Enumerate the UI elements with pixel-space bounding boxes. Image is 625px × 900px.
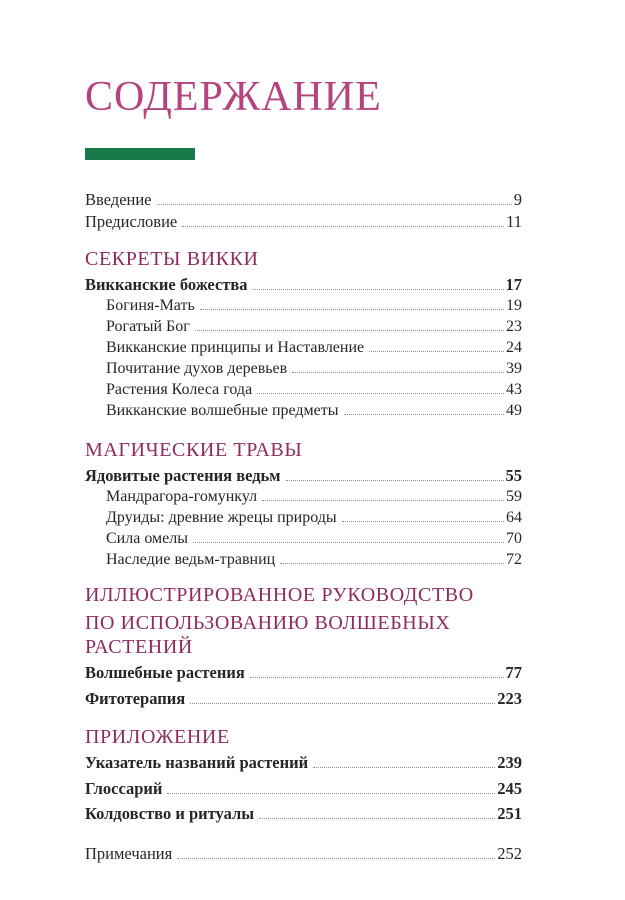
toc-entry bbox=[85, 779, 522, 805]
toc-entry-page-number: 223 bbox=[497, 688, 522, 708]
dotted-leader bbox=[195, 330, 504, 331]
toc-entry-page-number: 17 bbox=[505, 275, 522, 295]
toc-entry-label: Наследие ведьм-травниц bbox=[106, 551, 276, 569]
toc-entry bbox=[85, 753, 522, 779]
toc-entry bbox=[85, 297, 522, 318]
toc-entry-page-number: 55 bbox=[505, 466, 522, 486]
toc-entry bbox=[85, 663, 522, 689]
page-title: СОДЕРЖАНИЕ bbox=[85, 74, 382, 120]
toc-entry bbox=[85, 689, 522, 715]
dotted-leader bbox=[344, 414, 505, 415]
toc-entry bbox=[85, 360, 522, 381]
toc-entry bbox=[85, 402, 522, 423]
toc-entry-label: Фитотерапия bbox=[85, 688, 186, 708]
toc-entry bbox=[85, 488, 522, 509]
dotted-leader bbox=[313, 767, 495, 768]
toc-entry-page-number: 24 bbox=[506, 339, 522, 357]
toc-entry bbox=[85, 844, 522, 866]
toc-entry-page-number: 43 bbox=[506, 381, 522, 399]
toc-entry bbox=[85, 212, 522, 234]
contents-column bbox=[85, 0, 522, 866]
dotted-leader bbox=[250, 677, 504, 678]
dotted-leader bbox=[157, 204, 512, 205]
toc-entry-page-number: 9 bbox=[513, 190, 522, 210]
dotted-leader bbox=[200, 309, 504, 310]
toc-entry-label: Растения Колеса года bbox=[106, 381, 253, 399]
toc-entry-label: Колдовство и ритуалы bbox=[85, 804, 255, 824]
section-heading: ПО ИСПОЛЬЗОВАНИЮ ВОЛШЕБНЫХ РАСТЕНИЙ bbox=[85, 612, 451, 659]
toc-entry-label: Указатель названий растений bbox=[85, 753, 309, 773]
toc-entry bbox=[85, 190, 522, 212]
toc-entry-label: Предисловие bbox=[85, 212, 178, 232]
toc-entry bbox=[85, 509, 522, 530]
toc-entry-label: Почитание духов деревьев bbox=[106, 360, 288, 378]
dotted-leader bbox=[193, 542, 504, 543]
toc-entry-label: Викканские божества bbox=[85, 275, 248, 295]
toc-entry-label: Глоссарий bbox=[85, 778, 163, 798]
toc-entry-page-number: 70 bbox=[506, 530, 522, 548]
dotted-leader bbox=[259, 818, 495, 819]
section-heading: ПРИЛОЖЕНИЕ bbox=[85, 726, 230, 749]
dotted-leader bbox=[342, 521, 504, 522]
dotted-leader bbox=[292, 372, 504, 373]
toc-entry-label: Мандрагора-гомункул bbox=[106, 488, 258, 506]
toc-entry-label: Викканские принципы и Наставление bbox=[106, 339, 365, 357]
toc-entry-page-number: 64 bbox=[506, 509, 522, 527]
dotted-leader bbox=[262, 500, 504, 501]
toc-entry-label: Ядовитые растения ведьм bbox=[85, 466, 281, 486]
toc-entry-page-number: 239 bbox=[497, 753, 522, 773]
toc-entry-page-number: 251 bbox=[497, 804, 522, 824]
toc-entry bbox=[85, 466, 522, 488]
toc-entry-page-number: 252 bbox=[497, 843, 522, 863]
toc-entry-page-number: 245 bbox=[497, 778, 522, 798]
toc-entry-page-number: 77 bbox=[505, 663, 522, 683]
toc-entry-label: Волшебные растения bbox=[85, 663, 245, 683]
toc-entry bbox=[85, 275, 522, 297]
toc-entry bbox=[85, 551, 522, 572]
dotted-leader bbox=[167, 793, 495, 794]
dotted-leader bbox=[369, 351, 504, 352]
toc-entry-page-number: 72 bbox=[506, 551, 522, 569]
toc-entry-label: Введение bbox=[85, 190, 152, 210]
dotted-leader bbox=[257, 393, 504, 394]
toc-section bbox=[85, 583, 522, 714]
dotted-leader bbox=[253, 289, 504, 290]
toc-entry-label: Примечания bbox=[85, 843, 173, 863]
toc-entry bbox=[85, 339, 522, 360]
toc-entry-label: Рогатый Бог bbox=[106, 318, 190, 336]
toc-entry bbox=[85, 318, 522, 339]
toc-entry-page-number: 49 bbox=[506, 402, 522, 420]
toc-entry-label: Богиня-Мать bbox=[106, 297, 195, 315]
section-heading: МАГИЧЕСКИЕ ТРАВЫ bbox=[85, 439, 303, 462]
toc-section bbox=[85, 247, 522, 423]
toc-list bbox=[85, 190, 522, 866]
dotted-leader bbox=[280, 563, 504, 564]
toc-entry bbox=[85, 804, 522, 830]
accent-bar bbox=[85, 148, 195, 160]
section-heading: ИЛЛЮСТРИРОВАННОЕ РУКОВОДСТВО bbox=[85, 584, 474, 607]
toc-entry-page-number: 19 bbox=[506, 297, 522, 315]
toc-entry bbox=[85, 381, 522, 402]
section-heading: СЕКРЕТЫ ВИККИ bbox=[85, 248, 259, 271]
toc-entry-page-number: 39 bbox=[506, 360, 522, 378]
dotted-leader bbox=[182, 226, 504, 227]
dotted-leader bbox=[177, 858, 495, 859]
toc-entry-page-number: 11 bbox=[506, 212, 522, 232]
toc-entry-page-number: 23 bbox=[506, 318, 522, 336]
toc-section bbox=[85, 725, 522, 830]
toc-entry-label: Викканские волшебные предметы bbox=[106, 402, 339, 420]
dotted-leader bbox=[190, 703, 495, 704]
toc-section bbox=[85, 844, 522, 866]
toc-entry-label: Сила омелы bbox=[106, 530, 188, 548]
toc-entry-label: Друиды: древние жрецы природы bbox=[106, 509, 337, 527]
toc-section bbox=[85, 438, 522, 572]
toc-section bbox=[85, 190, 522, 234]
dotted-leader bbox=[286, 480, 504, 481]
toc-entry-page-number: 59 bbox=[506, 488, 522, 506]
toc-entry bbox=[85, 530, 522, 551]
